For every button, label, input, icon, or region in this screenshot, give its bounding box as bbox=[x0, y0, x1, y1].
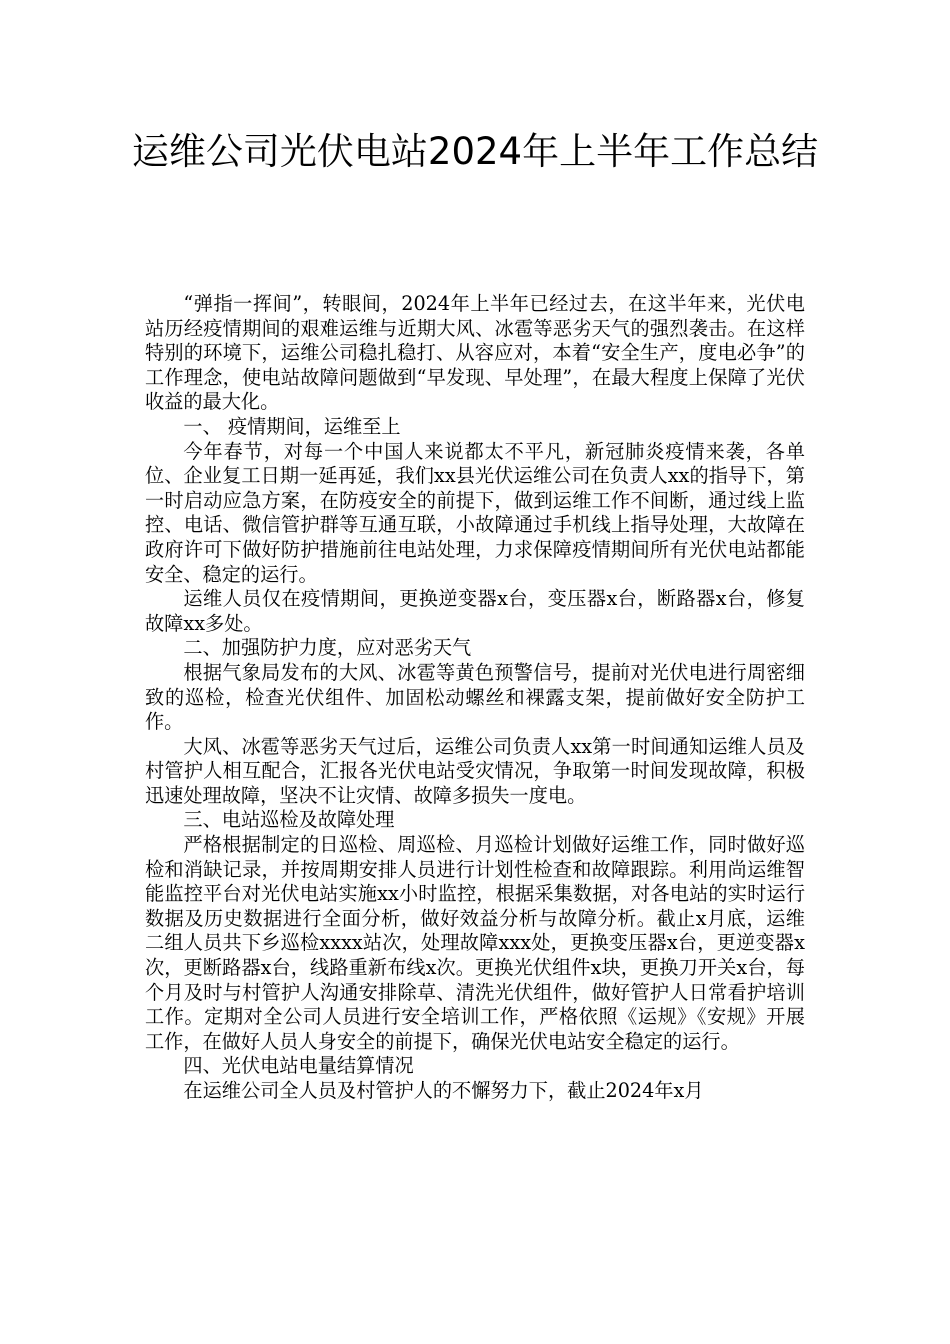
section-2-paragraph-1: 根据气象局发布的大风、冰雹等黄色预警信号，提前对光伏电进行周密细致的巡检，检查光伏组件、加固松动螺丝和裸露支架，提前做好安全防护工作。 bbox=[145, 660, 805, 734]
section-1-paragraph-2: 运维人员仅在疫情期间，更换逆变器x台，变压器x台，断路器x台，修复故障xx多处。 bbox=[145, 587, 805, 635]
section-1-paragraph-1: 今年春节，对每一个中国人来说都太不平凡，新冠肺炎疫情来袭，各单位、企业复工日期一延再延，我们xx县光伏运维公司在负责人xx的指导下，第一时启动应急方案，在防疫安全的前提下，做到运维工作不间断，通过线上监控、电话、微信管护群等互通互联，小故障通过手机线上指导处理，大故障在政府许可下做好防护措施前往电站处理，力求保障疫情期间所有光伏电站都能安全、稳定的运行。 bbox=[145, 439, 805, 586]
section-heading-2: 二、加强防护力度，应对恶劣天气 bbox=[183, 636, 472, 660]
section-2-paragraph-2: 大风、冰雹等恶劣天气过后，运维公司负责人xx第一时间通知运维人员及村管护人相互配合，汇报各光伏电站受灾情况，争取第一时间发现故障，积极迅速处理故障，坚决不让灾情、故障多损失一度电。 bbox=[145, 734, 805, 807]
section-4-paragraph-1: 在运维公司全人员及村管护人的不懈努力下，截止2024年x月 bbox=[183, 1079, 704, 1102]
section-heading-1: 一、 疫情期间，运维至上 bbox=[183, 414, 401, 438]
document-title: 运维公司光伏电站2024年上半年工作总结 bbox=[131, 130, 819, 173]
section-heading-3: 三、电站巡检及故障处理 bbox=[183, 808, 395, 832]
section-heading-4: 四、光伏电站电量结算情况 bbox=[183, 1054, 414, 1078]
section-3-paragraph-1: 严格根据制定的日巡检、周巡检、月巡检计划做好运维工作，同时做好巡检和消缺记录，并按周期安排人员进行计划性检查和故障跟踪。利用尚运维智能监控平台对光伏电站实施xx小时监控，根据采集数据，对各电站的实时运行数据及历史数据进行全面分析，做好效益分析与故障分析。截止x月底，运维二组人员共下乡巡检xxxx站次，处理故障xxx处，更换变压器x台，更逆变器x次，更断路器x台，线路重新布线x次。更换光伏组件x块，更换刀开关x台，每个月及时与村管护人沟通安排除草、清洗光伏组件，做好管护人日常看护培训工作。定期对全公司人员进行安全培训工作，严格依照《运规》《安规》开展工作，在做好人员人身安全的前提下，确保光伏电站安全稳定的运行。 bbox=[145, 833, 805, 1053]
intro-paragraph: “弹指一挥间”，转眼间，2024年上半年已经过去，在这半年来，光伏电站历经疫情期间的艰难运维与近期大风、冰雹等恶劣天气的强烈袭击。在这样特别的环境下，运维公司稳扎稳打、从容应对，本着“安全生产，度电必争”的工作理念，使电站故障问题做到“早发现、早处理”，在最大程度上保障了光伏收益的最大化。 bbox=[145, 292, 805, 414]
document-body bbox=[145, 292, 805, 1104]
